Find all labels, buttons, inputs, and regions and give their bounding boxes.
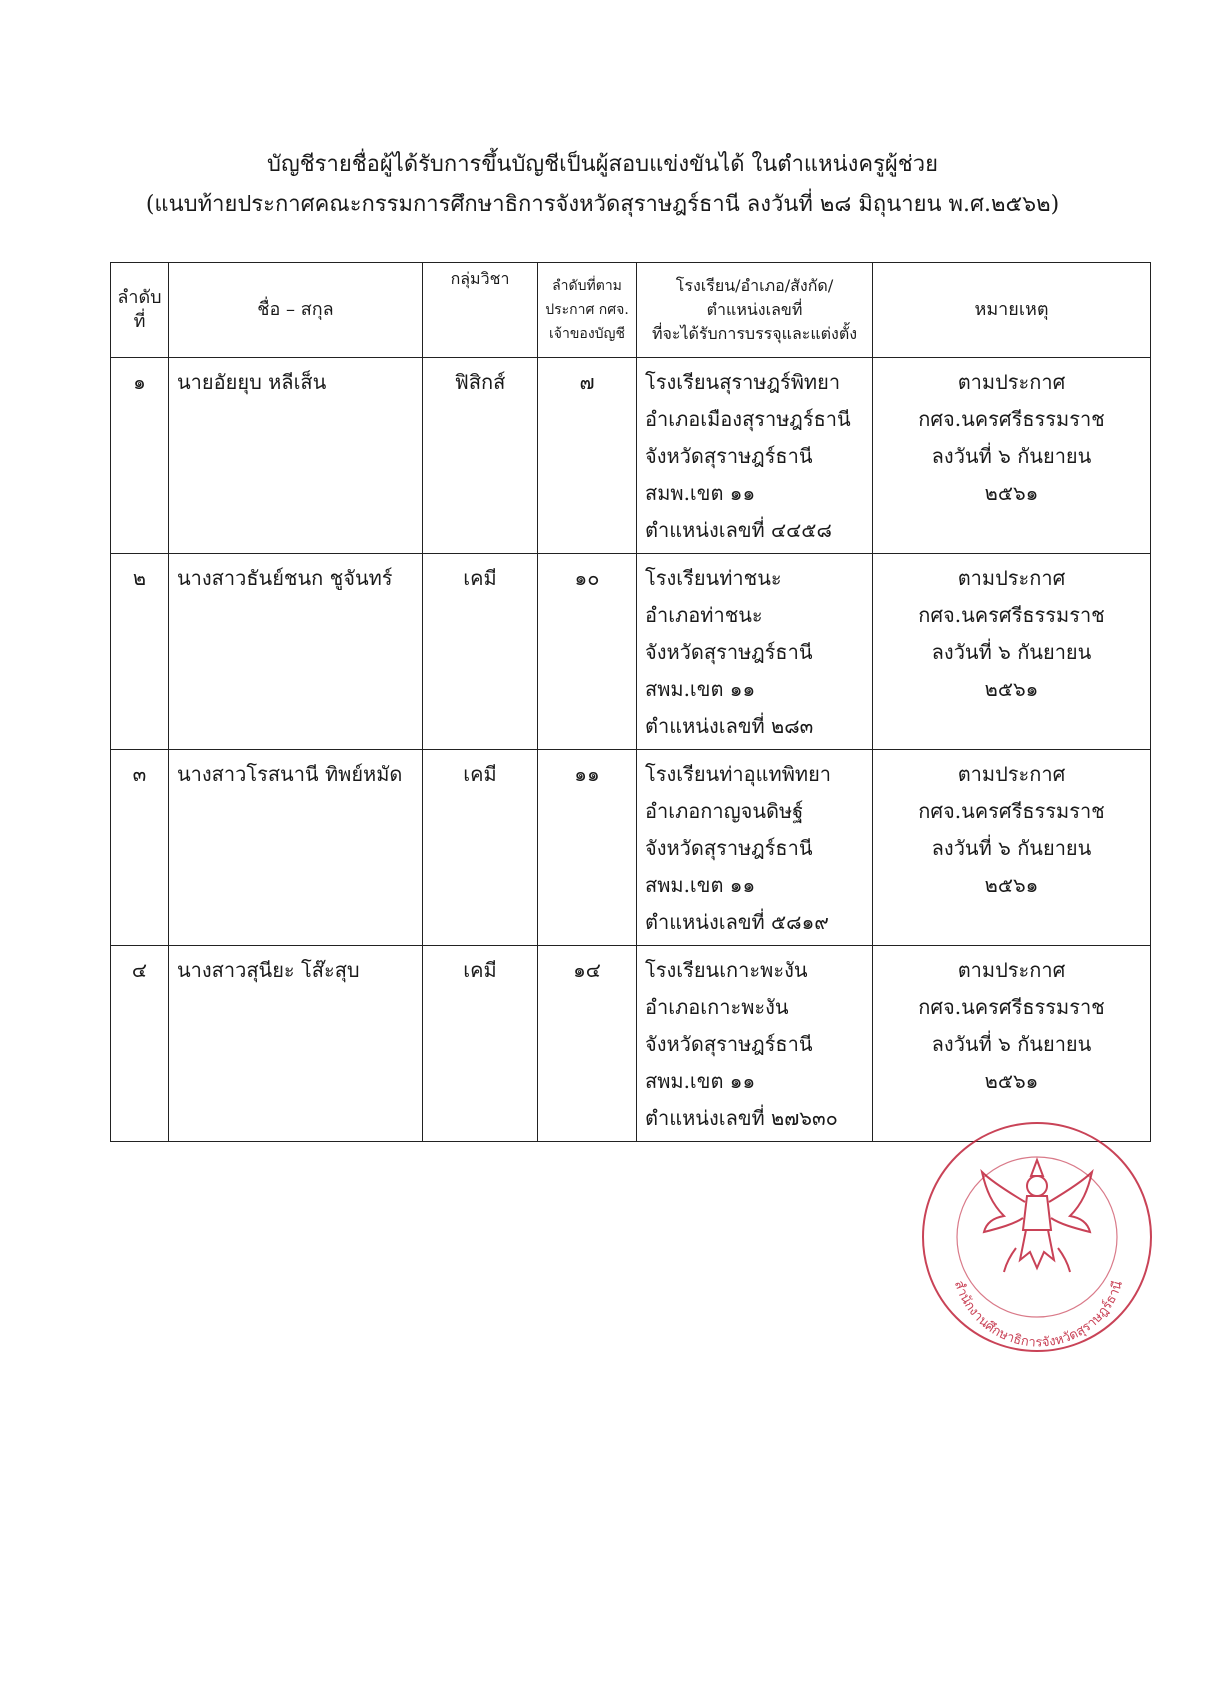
- header-name: ชื่อ – สกุล: [169, 263, 423, 358]
- row-note: ตามประกาศ กศจ.นครศรีธรรมราช ลงวันที่ ๖ กันยายน ๒๕๖๑: [873, 554, 1151, 750]
- table-row: [111, 358, 1151, 554]
- row-rank: ๗: [538, 358, 637, 554]
- table-row: [111, 946, 1151, 1142]
- row-note: ตามประกาศ กศจ.นครศรีธรรมราช ลงวันที่ ๖ กันยายน ๒๕๖๑: [873, 750, 1151, 946]
- row-index: ๑: [111, 358, 169, 554]
- candidate-table: [110, 262, 1151, 1142]
- document-subtitle: (แนบท้ายประกาศคณะกรรมการศึกษาธิการจังหวัดสุราษฎร์ธานี ลงวันที่ ๒๘ มิถุนายน พ.ศ.๒๕๖๒): [145, 192, 1060, 217]
- row-school: โรงเรียนท่าชนะ อำเภอท่าชนะ จังหวัดสุราษฎร์ธานี สพม.เขต ๑๑ ตำแหน่งเลขที่ ๒๘๓: [637, 554, 873, 750]
- row-index: ๓: [111, 750, 169, 946]
- row-name: นางสาวธันย์ชนก ชูจันทร์: [169, 554, 423, 750]
- row-rank: ๑๐: [538, 554, 637, 750]
- row-school: โรงเรียนเกาะพะงัน อำเภอเกาะพะงัน จังหวัดสุราษฎร์ธานี สพม.เขต ๑๑ ตำแหน่งเลขที่ ๒๗๖๓๐: [637, 946, 873, 1142]
- row-index: ๒: [111, 554, 169, 750]
- garuda-emblem-icon: [982, 1160, 1092, 1272]
- row-name: นายอัยยุบ หลีเส็น: [169, 358, 423, 554]
- official-seal-stamp: [920, 1120, 1155, 1355]
- seal-text: สำนักงานศึกษาธิการจังหวัดสุราษฎร์ธานี: [950, 1278, 1126, 1351]
- table-header-row: [111, 263, 1151, 358]
- row-name: นางสาวสุนียะ โส๊ะสุบ: [169, 946, 423, 1142]
- seal-inner-ring: [957, 1157, 1117, 1317]
- row-note: ตามประกาศ กศจ.นครศรีธรรมราช ลงวันที่ ๖ กันยายน ๒๕๖๑: [873, 946, 1151, 1142]
- row-subject: เคมี: [423, 946, 538, 1142]
- header-school: โรงเรียน/อำเภอ/สังกัด/ ตำแหน่งเลขที่ ที่จะได้รับการบรรจุและแต่งตั้ง: [637, 263, 873, 358]
- header-index: ลำดับ ที่: [111, 263, 169, 358]
- row-subject: ฟิสิกส์: [423, 358, 538, 554]
- header-subject: กลุ่มวิชา: [423, 263, 538, 358]
- row-subject: เคมี: [423, 554, 538, 750]
- table-row: [111, 554, 1151, 750]
- row-subject: เคมี: [423, 750, 538, 946]
- row-rank: ๑๔: [538, 946, 637, 1142]
- document-title: บัญชีรายชื่อผู้ได้รับการขึ้นบัญชีเป็นผู้สอบแข่งขันได้ ในตำแหน่งครูผู้ช่วย: [267, 152, 938, 177]
- header-note: หมายเหตุ: [873, 263, 1151, 358]
- row-rank: ๑๑: [538, 750, 637, 946]
- row-name: นางสาวโรสนานี ทิพย์หมัด: [169, 750, 423, 946]
- row-note: ตามประกาศ กศจ.นครศรีธรรมราช ลงวันที่ ๖ กันยายน ๒๕๖๑: [873, 358, 1151, 554]
- row-school: โรงเรียนท่าอุแทพิทยา อำเภอกาญจนดิษฐ์ จังหวัดสุราษฎร์ธานี สพม.เขต ๑๑ ตำแหน่งเลขที่ ๕๘๑๙: [637, 750, 873, 946]
- table-row: [111, 750, 1151, 946]
- header-rank: ลำดับที่ตาม ประกาศ กศจ. เจ้าของบัญชี: [538, 263, 637, 358]
- row-school: โรงเรียนสุราษฎร์พิทยา อำเภอเมืองสุราษฎร์ธานี จังหวัดสุราษฎร์ธานี สมพ.เขต ๑๑ ตำแหน่งเลขที่ ๔๔๕๘: [637, 358, 873, 554]
- row-index: ๔: [111, 946, 169, 1142]
